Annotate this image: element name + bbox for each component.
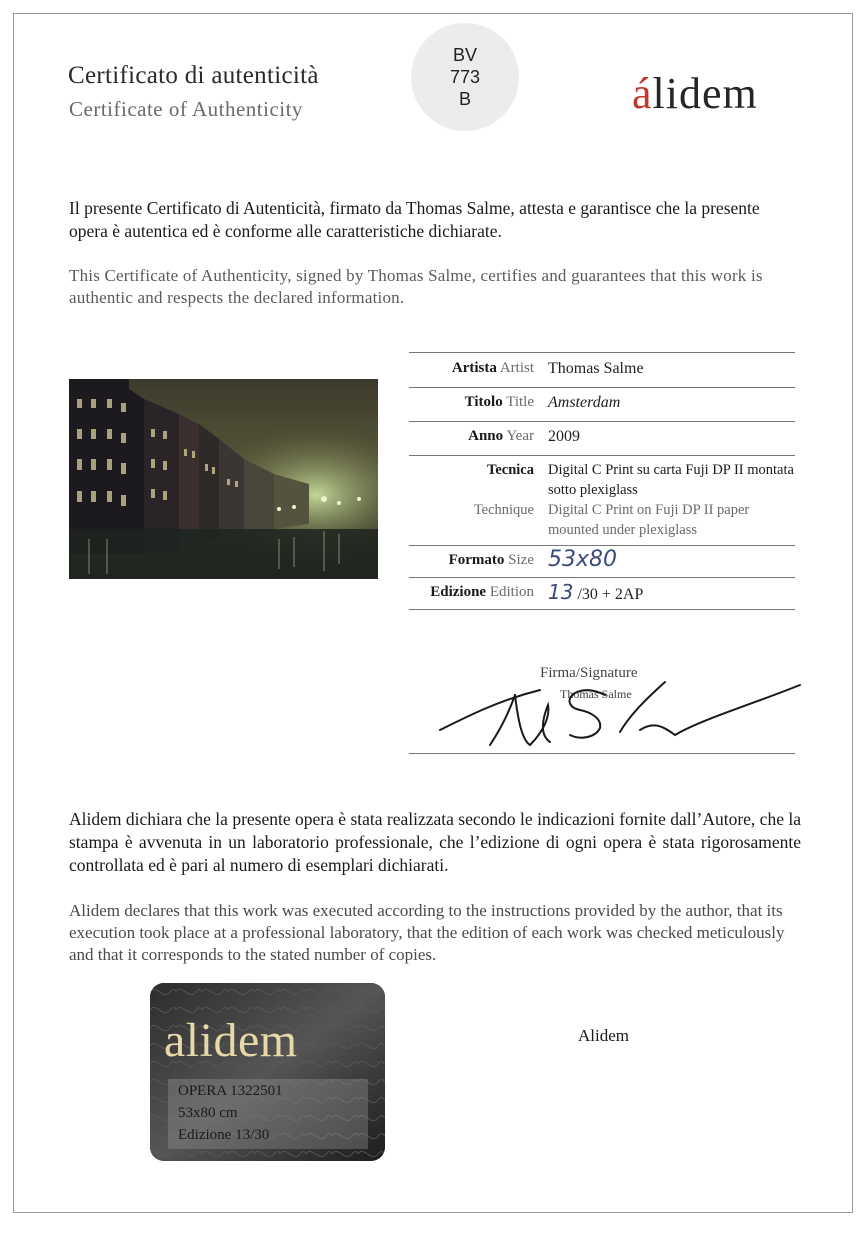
spec-label-artist-it: Artista bbox=[451, 360, 497, 376]
spec-row-year bbox=[409, 422, 795, 456]
spec-label-year-en: Year bbox=[506, 428, 534, 444]
handwritten-signature bbox=[430, 660, 810, 760]
certificate-title-en: Certificate of Authenticity bbox=[69, 97, 303, 121]
spec-label-title-en: Title bbox=[506, 394, 534, 410]
spec-label-size-it: Formato bbox=[448, 552, 505, 568]
artwork-specs-table bbox=[409, 352, 795, 610]
spec-label-artist-en: Artist bbox=[499, 360, 534, 376]
hologram-seal bbox=[150, 983, 385, 1161]
spec-value-technique-en: Digital C Print on Fuji DP II paper mounted under plexiglass bbox=[548, 502, 750, 538]
declaration-paragraph-en: Alidem declares that this work was executed according to the instructions provided by the author, that its execution took place at a professional laboratory, that the edition of each work was checked meticulously and that it corresponds to the stated number of copies. bbox=[69, 901, 785, 964]
spec-label-technique-en: Technique bbox=[473, 502, 534, 518]
logo-accent-letter: á bbox=[632, 69, 653, 118]
hologram-line-1: OPERA 1322501 bbox=[178, 1083, 283, 1099]
spec-label-title bbox=[409, 392, 548, 416]
spec-label-edition-en: Edition bbox=[489, 584, 534, 600]
issuer-signatory: Alidem bbox=[578, 1026, 629, 1045]
artwork-photo bbox=[69, 379, 378, 579]
spec-label-artist bbox=[409, 358, 548, 382]
spec-value-technique bbox=[548, 460, 795, 540]
spec-value-edition bbox=[548, 582, 795, 604]
hologram-line-3: Edizione 13/30 bbox=[178, 1127, 270, 1143]
intro-paragraph-en: This Certificate of Authenticity, signed by Thomas Salme, certifies and guarantees that this work is authentic and respects the declared information. bbox=[69, 266, 763, 307]
certificate-frame bbox=[13, 13, 853, 1213]
edition-number-handwritten: 13 bbox=[548, 580, 574, 604]
spec-value-year: 2009 bbox=[548, 428, 580, 445]
spec-label-technique bbox=[409, 460, 548, 540]
spec-label-technique-it: Tecnica bbox=[487, 462, 534, 478]
spec-row-edition bbox=[409, 578, 795, 610]
signature-line bbox=[409, 753, 795, 754]
spec-label-year bbox=[409, 426, 548, 450]
logo-text: lidem bbox=[652, 69, 758, 118]
hologram-line-2: 53x80 cm bbox=[178, 1105, 238, 1121]
spec-label-year-it: Anno bbox=[468, 428, 504, 444]
certificate-title-it: Certificato di autenticità bbox=[68, 62, 319, 89]
spec-row-artist bbox=[409, 353, 795, 388]
badge-line-3: B bbox=[458, 89, 471, 109]
spec-value-technique-it: Digital C Print su carta Fuji DP II montata sotto plexiglass bbox=[548, 462, 794, 498]
spec-row-technique bbox=[409, 456, 795, 546]
spec-value-size-handwritten: 53x80 bbox=[548, 547, 618, 572]
declaration-paragraph-it: Alidem dichiara che la presente opera è stata realizzata secondo le indicazioni fornite dall’Autore, che la stampa è avvenuta in un laboratorio professionale, che l’edizione di ogni opera è stata rigorosamente controllata ed è pari al numero di esemplari dichiarati. bbox=[69, 809, 801, 875]
spec-label-title-it: Titolo bbox=[464, 394, 503, 410]
spec-label-edition-it: Edizione bbox=[430, 584, 487, 600]
spec-value-artist: Thomas Salme bbox=[548, 360, 644, 377]
intro-paragraph-it: Il presente Certificato di Autenticità, firmato da Thomas Salme, attesta e garantisce che la presente opera è autentica ed è conforme alle caratteristiche dichiarate. bbox=[69, 198, 760, 241]
spec-label-size-en: Size bbox=[508, 552, 534, 568]
edition-suffix: /30 + 2AP bbox=[577, 586, 644, 603]
spec-row-size bbox=[409, 546, 795, 578]
spec-row-title bbox=[409, 388, 795, 422]
hologram-logo: alidem bbox=[164, 1014, 298, 1067]
certificate-id-badge bbox=[411, 23, 519, 131]
badge-line-2: 773 bbox=[449, 67, 481, 87]
spec-label-size bbox=[409, 550, 548, 572]
artwork-photo-amsterdam bbox=[69, 379, 378, 579]
signature-printed-name: Thomas Salme bbox=[560, 687, 632, 701]
signature-label: Firma/Signature bbox=[540, 665, 638, 681]
alidem-logo bbox=[632, 68, 758, 119]
badge-line-1: BV bbox=[452, 45, 477, 65]
spec-label-edition bbox=[409, 582, 548, 604]
spec-value-title: Amsterdam bbox=[548, 394, 621, 411]
